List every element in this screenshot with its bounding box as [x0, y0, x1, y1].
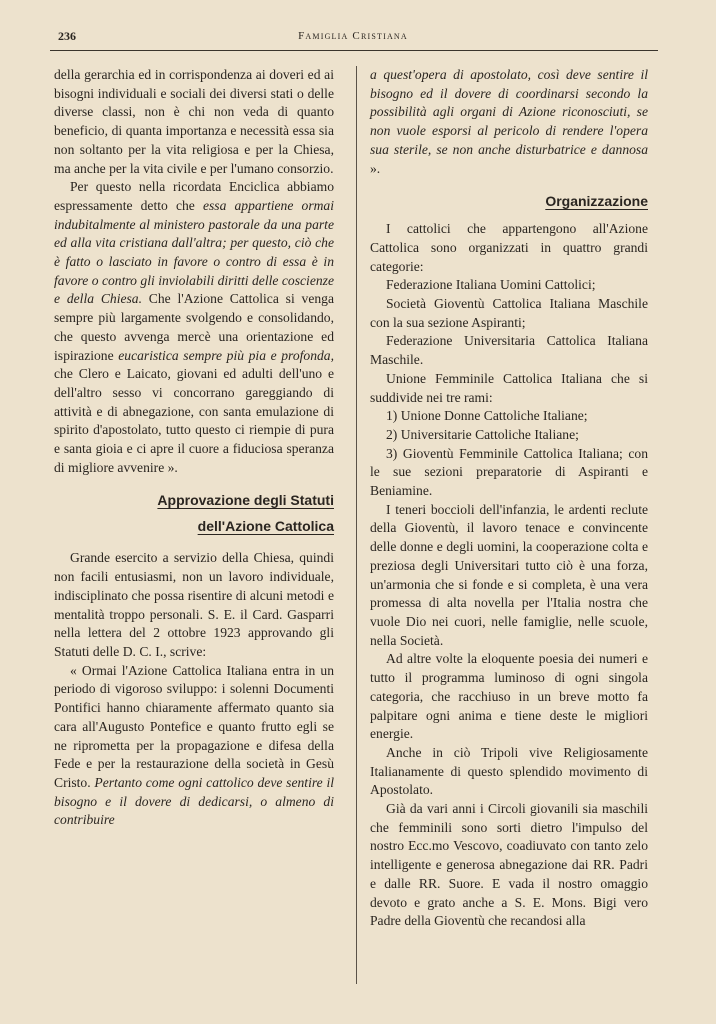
paragraph: Ad altre volte la eloquente poesia dei numeri e tutto il programma luminoso di ogni singola categoria, che racchiuso in un breve motto fa palpitare ogni anima e tiene deste le migliori energie.: [370, 651, 648, 742]
section-heading: Approvazione degli Statuti: [157, 492, 334, 509]
section-heading: dell'Azione Cattolica: [197, 518, 334, 535]
section-heading: Organizzazione: [545, 193, 648, 210]
paragraph: Già da vari anni i Circoli giovanili sia maschili che femminili sono sorti dietro l'impulso del nostro Ecc.mo Vescovo, coadiuvato con tanto zelo intelligente e generosa abnegazione dai RR. Padri e dalle RR. Suore. E vada il nostro omaggio devoto e grato anche a S. E. Mons. Bigi vero Padre della Gioventù che recandosi alla: [370, 801, 648, 929]
list-item: Società Gioventù Cattolica Italiana Maschile con la sua sezione Aspiranti;: [370, 296, 648, 330]
quoted-italic: Pertanto come ogni cattolico deve sentire il bisogno e il dovere di dedicarsi, o almeno di contribuire: [54, 774, 335, 828]
spacer: [54, 477, 334, 487]
text-span: Che l'Azione Cattolica si venga sempre più largamente svolgendo e consolidando, che questo avvenga mercè una orientazione ed ispirazione: [54, 291, 335, 363]
header-rule: [50, 50, 658, 51]
paragraph: della gerarchia ed in corrispondenza ai doveri ed ai bisogni individuali e sociali dei diversi stati o delle diverse classi, non è chi non veda di quanto beneficio, di quanta importanza e necessità essa sia non soltanto per la vita religiosa e per la Chiesa, ma anche per la vita civile e per l'umano consorzio.: [54, 67, 334, 176]
page-header: [50, 26, 656, 48]
category-list: [370, 276, 648, 500]
right-column: [370, 66, 648, 931]
list-item: Federazione Italiana Uomini Cattolici;: [386, 277, 596, 293]
list-item: 2) Universitarie Cattoliche Italiane;: [386, 426, 579, 442]
page-number: 236: [58, 29, 76, 43]
paragraph: I cattolici che appartengono all'Azione Cattolica sono organizzati in quattro grandi categorie:: [370, 221, 648, 274]
text-span: Per questo nella ricordata Enciclica abbiamo espressamente detto che: [54, 179, 334, 213]
list-item: 1) Unione Donne Cattoliche Italiane;: [386, 408, 588, 424]
list-item: 3) Gioventù Femminile Cattolica Italiana; con le sue sezioni preparatorie di Aspiranti e Beniamine.: [370, 445, 648, 499]
quoted-italic: a quest'opera di apostolato, così deve sentire il bisogno ed il dovere di coordinarsi secondo la possibilità agli organi di Azione riconosciuti, se non vuole esporsi al pericolo di rendere l'opera sua sterile, se non anche disturbatrice e dannosa: [370, 67, 648, 157]
text-span: che Clero e Laicato, giovani ed adulti dell'uno e dell'altro sesso vi concorrano gareggiando di attività e di abnegazione, con santa emulazione di spirito d'apostolato, tutto questo ci riempie di pura e santa gioia e ci apre il cuore a fiduciosa speranza di migliore avvenire ».: [54, 366, 334, 475]
text-span: « Ormai l'Azione Cattolica Italiana entra in un periodo di vigoroso sviluppo: i solenni Documenti Pontifici hanno chiaramente affermato quanto sia cara all'Augusto Pontefice e quanto frutto egli se ne riprometta per la propagazione e difesa della Fede e per la restaurazione della società in Gesù Cristo.: [54, 662, 334, 790]
quoted-italic: eucaristica sempre più pia e profonda,: [118, 347, 335, 363]
spacer: [54, 539, 334, 549]
quoted-italic: essa appartiene ormai indubitalmente al ministero pastorale da una parte ed alla vita cristiana dall'altra; per questo, ciò che è fatto o lasciato in favore o contro di essa è in favore o contro gli inviolabili diritti delle coscienze e della Chiesa.: [54, 197, 334, 307]
paragraph: Anche in ciò Tripoli vive Religiosamente Italianamente di questo splendido movimento di Apostolato.: [370, 744, 648, 798]
list-item: Federazione Universitaria Cattolica Italiana Maschile.: [370, 333, 648, 368]
paragraph: Grande esercito a servizio della Chiesa, quindi non facili entusiasmi, non un lavoro individuale, indisciplinato che possa risentire di alcuni metodi e mentalità troppo personali. S. E. il Card. Gasparri nella lettera del 2 ottobre 1923 approvando gli Statuti delle D. C. I., scrive:: [54, 550, 334, 659]
paragraph: I teneri boccioli dell'infanzia, le ardenti reclute della Gioventù, il lavoro tenace e convincente delle donne e degli uomini, la cooperazione colta e preziosa degli Universitari tutto ciò è una forza, un'armonia che si fonde e si completa, è una vera promessa di alta novella per l'Italia nostra che vuole Dio nei cuori, nelle famiglie, nelle scuole, nella Società.: [370, 501, 648, 648]
column-divider: [356, 66, 357, 984]
paragraph: [54, 662, 334, 830]
paragraph: [54, 178, 334, 477]
running-title: Famiglia Cristiana: [298, 30, 408, 42]
left-column: [54, 66, 334, 830]
list-item: Unione Femminile Cattolica Italiana che si suddivide nei tre rami:: [370, 370, 648, 405]
paragraph: [370, 66, 648, 178]
spacer: [370, 178, 648, 188]
text-span: ».: [370, 160, 381, 176]
